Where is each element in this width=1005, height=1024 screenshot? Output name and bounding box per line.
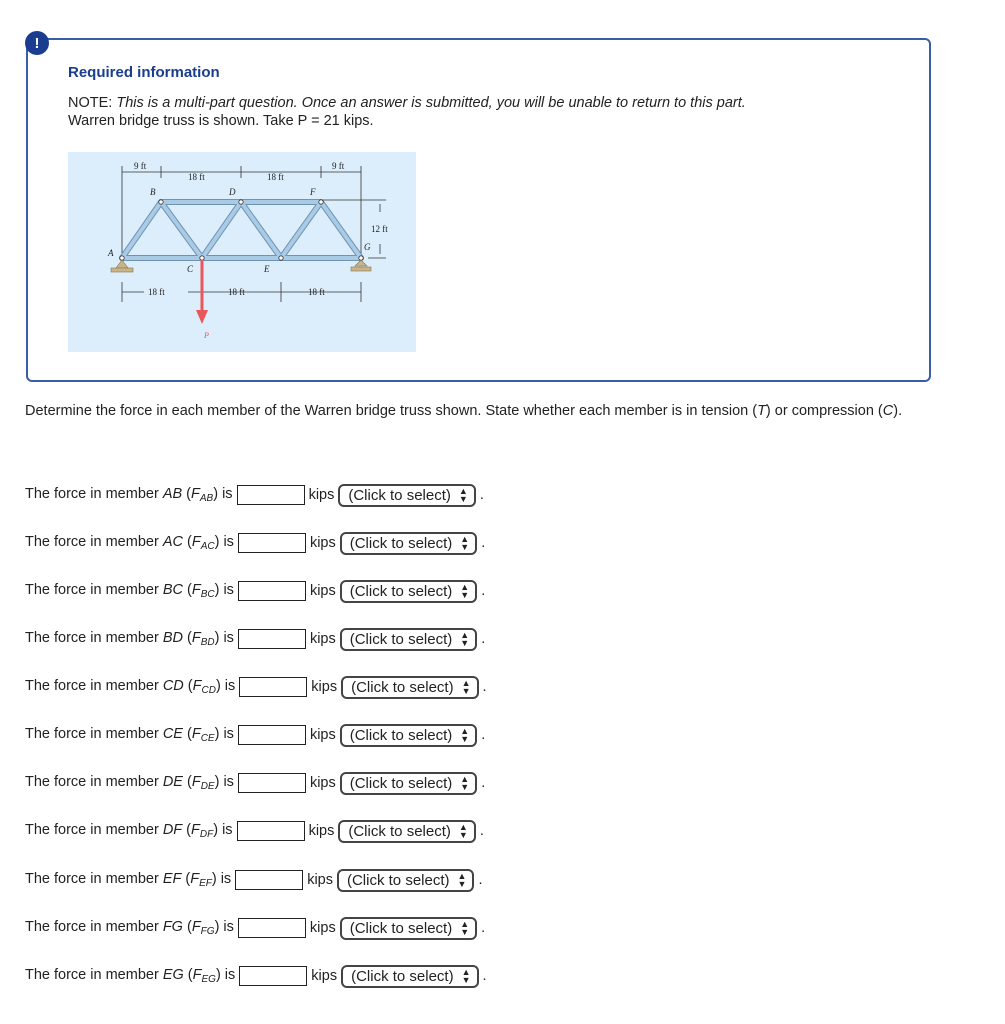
force-input-de[interactable] (238, 773, 306, 793)
force-input-eg[interactable] (239, 966, 307, 986)
question-part-1: Determine the force in each member of the Warren bridge truss shown. State whether each member is in tension ( (25, 403, 758, 419)
note-prefix: NOTE: (68, 95, 117, 111)
node-label-c: C (187, 264, 194, 274)
force-input-cd[interactable] (239, 677, 307, 697)
note-text (68, 94, 746, 130)
unit-label: kips (309, 920, 336, 936)
select-arrows-icon: ▲ ▼ (460, 919, 470, 937)
node-label-g: G (364, 242, 371, 252)
row-label: The force in member CE $(F_{CE})$ is (25, 726, 234, 744)
unit-label: kips (309, 631, 336, 647)
unit-label: kips (307, 872, 333, 888)
select-arrows-icon: ▲ ▼ (460, 774, 470, 792)
select-arrows-icon: ▲ ▼ (461, 678, 471, 696)
unit-label: kips (311, 968, 338, 984)
tension-symbol: T (757, 403, 766, 419)
node-label-b: B (150, 187, 156, 197)
force-input-ac[interactable] (238, 533, 306, 553)
unit-label: kips (309, 727, 336, 743)
answer-row-cd: The force in member CD $(F_{CD})$ is kips (Click to select) ▲ ▼ . (25, 674, 487, 700)
force-input-df[interactable] (237, 821, 305, 841)
select-arrows-icon: ▲ ▼ (457, 871, 467, 889)
question-text (25, 402, 955, 421)
answer-row-eg: The force in member EG $(F_{EG})$ is kips (Click to select) ▲ ▼ . (25, 963, 487, 989)
question-part-2: ) or compression ( (765, 403, 883, 419)
force-input-fg[interactable] (238, 918, 306, 938)
tension-compression-select-cd[interactable]: (Click to select) ▲ ▼ (341, 676, 478, 699)
answer-row-de: The force in member DE $(F_{DE})$ is kips (Click to select) ▲ ▼ . (25, 770, 485, 796)
answer-row-bd: The force in member BD $(F_{BD})$ is kips (Click to select) ▲ ▼ . (25, 626, 485, 652)
answer-row-ab: The force in member AB $(F_{AB})$ is kips (Click to select) ▲ ▼ . (25, 482, 484, 508)
dim-bottom-1: 18 ft (148, 287, 165, 297)
row-label: The force in member AB $(F_{AB})$ is (25, 486, 233, 504)
load-arrowhead (196, 310, 208, 324)
tension-compression-select-fg[interactable]: (Click to select) ▲ ▼ (340, 917, 477, 940)
answer-row-ef: The force in member EF $(F_{EF})$ is kips (Click to select) ▲ ▼ . (25, 867, 482, 893)
select-arrows-icon: ▲ ▼ (461, 967, 471, 985)
force-input-bd[interactable] (238, 629, 306, 649)
tension-compression-select-ab[interactable]: (Click to select) ▲ ▼ (338, 484, 475, 507)
node-label-d: D (229, 187, 236, 197)
load-label: P (204, 331, 209, 340)
tension-compression-select-bd[interactable]: (Click to select) ▲ ▼ (340, 628, 477, 651)
force-input-ab[interactable] (237, 485, 305, 505)
force-input-bc[interactable] (238, 581, 306, 601)
required-information-title: Required information (68, 64, 220, 81)
answer-row-ac: The force in member AC $(F_{AC})$ is kips (Click to select) ▲ ▼ . (25, 530, 485, 556)
tension-compression-select-bc[interactable]: (Click to select) ▲ ▼ (340, 580, 477, 603)
answer-row-ce: The force in member CE $(F_{CE})$ is kips (Click to select) ▲ ▼ . (25, 722, 485, 748)
node-label-a: A (108, 248, 114, 258)
unit-label: kips (308, 823, 335, 839)
force-input-ce[interactable] (238, 725, 306, 745)
row-label: The force in member CD $(F_{CD})$ is (25, 678, 236, 696)
row-label: The force in member AC $(F_{AC})$ is (25, 534, 234, 552)
select-arrows-icon: ▲ ▼ (458, 486, 468, 504)
question-part-3: ). (893, 403, 903, 419)
row-label: The force in member FG $(F_{FG})$ is (25, 919, 234, 937)
answer-row-bc: The force in member BC $(F_{BC})$ is kips (Click to select) ▲ ▼ . (25, 578, 485, 604)
row-label: The force in member BC $(F_{BC})$ is (25, 582, 234, 600)
row-label: The force in member DE $(F_{DE})$ is (25, 774, 234, 792)
row-label: The force in member BD $(F_{BD})$ is (25, 630, 234, 648)
select-arrows-icon: ▲ ▼ (458, 822, 468, 840)
compression-symbol: C (882, 403, 894, 419)
dim-bottom-2: 18 ft (228, 287, 245, 297)
tension-compression-select-ac[interactable]: (Click to select) ▲ ▼ (340, 532, 477, 555)
unit-label: kips (309, 583, 336, 599)
answer-row-df: The force in member DF $(F_{DF})$ is kips (Click to select) ▲ ▼ . (25, 818, 484, 844)
dim-top-4: 9 ft (332, 161, 345, 171)
force-input-ef[interactable] (235, 870, 303, 890)
unit-label: kips (309, 535, 336, 551)
dim-top-2: 18 ft (188, 172, 205, 182)
row-label: The force in member EG $(F_{EG})$ is (25, 967, 236, 985)
truss-figure (68, 152, 416, 352)
tension-compression-select-ce[interactable]: (Click to select) ▲ ▼ (340, 724, 477, 747)
dim-top-1: 9 ft (134, 161, 147, 171)
dim-bottom-3: 18 ft (308, 287, 325, 297)
unit-label: kips (308, 487, 335, 503)
select-arrows-icon: ▲ ▼ (460, 582, 470, 600)
answer-row-fg: The force in member FG $(F_{FG})$ is kips (Click to select) ▲ ▼ . (25, 915, 485, 941)
node-label-e: E (264, 264, 270, 274)
select-arrows-icon: ▲ ▼ (460, 630, 470, 648)
note-italic: This is a multi-part question. Once an answer is submitted, you will be unable to return to this part. (116, 95, 746, 111)
row-label: The force in member DF $(F_{DF})$ is (25, 822, 233, 840)
unit-label: kips (309, 775, 336, 791)
problem-statement: Warren bridge truss is shown. Take P = 21 kips. (68, 113, 374, 129)
tension-compression-select-de[interactable]: (Click to select) ▲ ▼ (340, 772, 477, 795)
node-label-f: F (310, 187, 316, 197)
warren-truss-diagram (68, 152, 416, 352)
select-arrows-icon: ▲ ▼ (460, 534, 470, 552)
tension-compression-select-df[interactable]: (Click to select) ▲ ▼ (338, 820, 475, 843)
dim-height: 12 ft (371, 224, 388, 234)
exclamation-icon: ! (25, 31, 49, 55)
row-label: The force in member EF $(F_{EF})$ is (25, 871, 232, 889)
tension-compression-select-eg[interactable]: (Click to select) ▲ ▼ (341, 965, 478, 988)
select-arrows-icon: ▲ ▼ (460, 726, 470, 744)
tension-compression-select-ef[interactable]: (Click to select) ▲ ▼ (337, 869, 474, 892)
required-information-panel (26, 38, 931, 382)
dim-top-3: 18 ft (267, 172, 284, 182)
unit-label: kips (311, 679, 338, 695)
